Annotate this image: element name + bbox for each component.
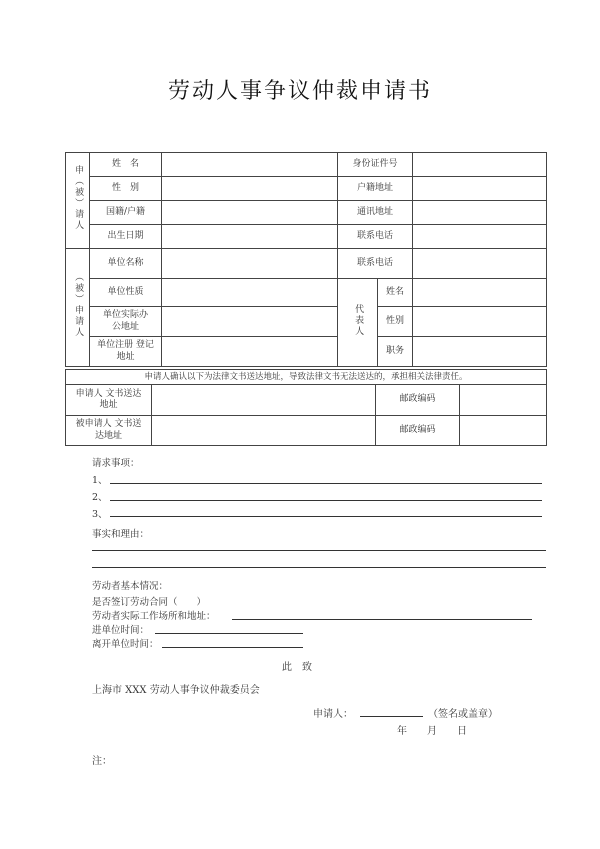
label-respondent-service-address: 被申请人 文书送达地址 (66, 416, 152, 446)
label-nationality: 国籍/户籍 (90, 201, 162, 225)
leave-date-line[interactable] (162, 647, 303, 648)
party-info-table (65, 152, 547, 367)
field-actual-office-address[interactable] (162, 307, 338, 337)
request-item-number: 1、 (92, 475, 108, 486)
label-registered-address: 单位注册 登记地址 (90, 337, 162, 367)
field-birth-date[interactable] (162, 225, 338, 249)
note-label: 注： (92, 756, 112, 767)
leave-date-label: 离开单位时间： (92, 639, 159, 650)
service-notice: 申请人确认以下为法律文书送达地址，导致法律文书无法送达的，承担相关法律责任。 (66, 370, 547, 385)
label-rep-name: 姓名 (378, 279, 413, 307)
workplace-line[interactable] (232, 619, 532, 620)
applicant-side-label: 申（被）请人 (66, 153, 90, 249)
entry-date-line[interactable] (155, 633, 303, 634)
label-birth-date: 出生日期 (90, 225, 162, 249)
field-phone[interactable] (413, 225, 547, 249)
service-address-table (65, 369, 547, 446)
field-postcode-2[interactable] (460, 416, 547, 446)
request-item-number: 3、 (92, 509, 108, 520)
field-rep-position[interactable] (413, 337, 547, 367)
respondent-side-label: （被）申请人 (66, 249, 90, 367)
facts-line-1[interactable] (92, 550, 546, 551)
field-rep-name[interactable] (413, 279, 547, 307)
field-applicant-service-address[interactable] (152, 385, 376, 416)
entry-date-label: 进单位时间： (92, 625, 150, 636)
workplace-label: 劳动者实际工作场所和地址： (92, 611, 216, 622)
label-name: 姓 名 (90, 153, 162, 177)
field-contact-address[interactable] (413, 201, 547, 225)
rep-label: 代表人 (338, 279, 378, 367)
field-registered-address[interactable] (162, 337, 338, 367)
contract-question: 是否签订劳动合同（ ） (92, 597, 207, 608)
facts-line-2[interactable] (92, 567, 546, 568)
facts-label: 事实和理由： (92, 529, 150, 540)
label-phone: 联系电话 (338, 225, 413, 249)
label-unit-phone: 联系电话 (338, 249, 413, 279)
label-unit-nature: 单位性质 (90, 279, 162, 307)
field-unit-nature[interactable] (162, 279, 338, 307)
field-id-no[interactable] (413, 153, 547, 177)
label-household-address: 户籍地址 (338, 177, 413, 201)
field-unit-phone[interactable] (413, 249, 547, 279)
label-postcode-1: 邮政编码 (376, 385, 460, 416)
field-respondent-service-address[interactable] (152, 416, 376, 446)
label-gender: 性 别 (90, 177, 162, 201)
request-item-number: 2、 (92, 492, 108, 503)
label-unit-name: 单位名称 (90, 249, 162, 279)
label-applicant-service-address: 申请人 文书送达地址 (66, 385, 152, 416)
field-gender[interactable] (162, 177, 338, 201)
signature-line[interactable] (360, 716, 423, 717)
label-id-no: 身份证件号 (338, 153, 413, 177)
salutation: 此 致 (282, 662, 312, 673)
applicant-sign-label: 申请人： (313, 709, 353, 720)
worker-heading: 劳动者基本情况： (92, 581, 169, 592)
label-postcode-2: 邮政编码 (376, 416, 460, 446)
label-contact-address: 通讯地址 (338, 201, 413, 225)
label-rep-gender: 性别 (378, 307, 413, 337)
field-unit-name[interactable] (162, 249, 338, 279)
label-rep-position: 职务 (378, 337, 413, 367)
request-line-2[interactable] (110, 500, 542, 501)
field-postcode-1[interactable] (460, 385, 547, 416)
sign-note: （签名或盖章） (428, 709, 498, 720)
request-line-1[interactable] (110, 483, 542, 484)
sign-date: 年 月 日 (397, 726, 467, 737)
field-household-address[interactable] (413, 177, 547, 201)
field-rep-gender[interactable] (413, 307, 547, 337)
committee-name: 上海市 XXX 劳动人事争议仲裁委员会 (92, 685, 260, 696)
field-nationality[interactable] (162, 201, 338, 225)
label-actual-office-address: 单位实际办公地址 (90, 307, 162, 337)
request-line-3[interactable] (110, 516, 542, 517)
field-name[interactable] (162, 153, 338, 177)
requests-label: 请求事项： (92, 458, 140, 469)
page-title: 劳动人事争议仲裁申请书 (167, 79, 432, 104)
